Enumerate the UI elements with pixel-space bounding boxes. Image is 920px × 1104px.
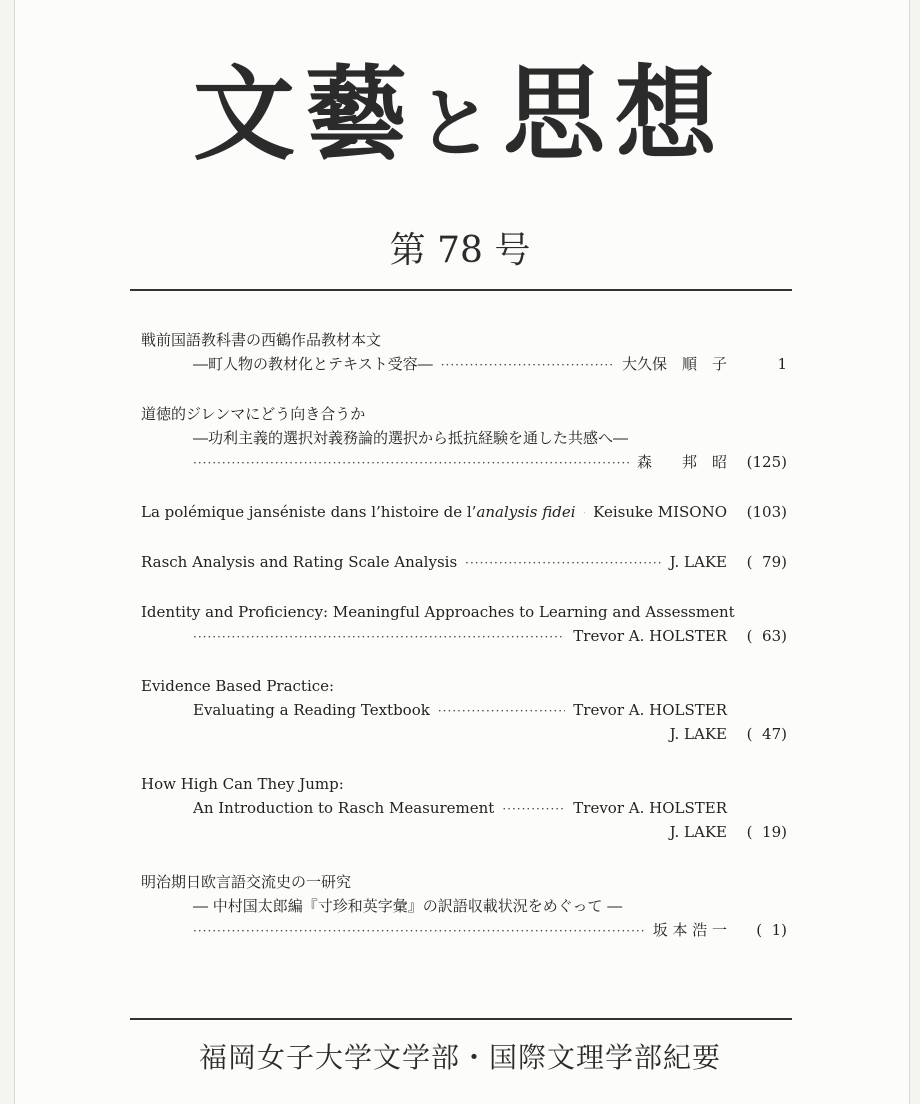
dot-leader <box>193 625 565 649</box>
entry-page: ( 47) <box>746 725 787 743</box>
entry-page: ( 79) <box>746 553 787 571</box>
entry-subtitle: ― 中村国太郎編『寸珍和英字彙』の訳語収載状況をめぐって ― <box>193 897 623 915</box>
dot-leader <box>441 353 614 377</box>
entry-subtitle: An Introduction to Rasch Measurement <box>193 799 495 817</box>
entry-title: Rasch Analysis and Rating Scale Analysis <box>141 553 458 571</box>
entry-author: J. LAKE <box>669 725 727 743</box>
entry-title: 道徳的ジレンマにどう向き合うか <box>141 405 366 423</box>
entry-author: 森 邦 昭 <box>636 453 727 471</box>
toc-entry <box>141 402 787 474</box>
journal-title-part-3: 思想 <box>503 56 727 175</box>
entry-subtitle: ―功利主義的選択対義務論的選択から抵抗経験を通した共感へ― <box>193 429 629 447</box>
dot-leader <box>465 551 662 575</box>
entry-author: Trevor A. HOLSTER <box>573 799 727 817</box>
entry-title <box>141 500 576 524</box>
entry-page: ( 19) <box>746 823 787 841</box>
table-of-contents <box>141 328 787 968</box>
toc-entry <box>141 500 787 524</box>
toc-entry <box>141 870 787 942</box>
entry-subtitle: Evaluating a Reading Textbook <box>193 701 430 719</box>
entry-title: 明治期日欧言語交流史の一研究 <box>141 873 352 891</box>
entry-author: Keisuke MISONO <box>593 503 727 521</box>
issue-number: 第 78 号 <box>389 230 531 271</box>
toc-entry <box>141 674 787 746</box>
entry-title-roman: La polémique janséniste dans l’histoire de l’ <box>141 503 477 521</box>
journal-title-part-2: と <box>417 79 503 168</box>
toc-entry <box>141 772 787 844</box>
entry-title: Identity and Proficiency: Meaningful Approaches to Learning and Assessment <box>141 603 735 621</box>
toc-entry <box>141 600 787 648</box>
dot-leader <box>584 501 586 525</box>
top-divider <box>130 289 792 291</box>
entry-subtitle: ―町人物の教材化とテキスト受容― <box>193 355 433 373</box>
entry-author: 坂 本 浩 一 <box>652 921 727 939</box>
entry-title: How High Can They Jump: <box>141 775 344 793</box>
dot-leader <box>193 919 645 943</box>
entry-page: (125) <box>746 453 787 471</box>
entry-title: 戦前国語教科書の西鶴作品教材本文 <box>141 331 382 349</box>
dot-leader <box>502 797 565 821</box>
entry-page: ( 1) <box>756 921 787 939</box>
journal-title <box>0 56 920 175</box>
entry-page: ( 63) <box>746 627 787 645</box>
entry-author: Trevor A. HOLSTER <box>573 627 727 645</box>
entry-author: J. LAKE <box>669 823 727 841</box>
entry-page: (103) <box>746 503 787 521</box>
entry-title: Evidence Based Practice: <box>141 677 335 695</box>
journal-title-part-1: 文藝 <box>193 56 417 175</box>
publisher-name: 福岡女子大学文学部・国際文理学部紀要 <box>198 1041 721 1074</box>
toc-entry <box>141 550 787 574</box>
entry-author: J. LAKE <box>669 553 727 571</box>
dot-leader <box>193 451 629 475</box>
entry-author: 大久保 順 子 <box>621 355 727 373</box>
entry-page: 1 <box>777 355 787 373</box>
bottom-divider <box>130 1018 792 1020</box>
dot-leader <box>438 699 565 723</box>
toc-entry <box>141 328 787 376</box>
entry-title-italic: analysis fidei <box>476 503 576 521</box>
entry-author: Trevor A. HOLSTER <box>573 701 727 719</box>
